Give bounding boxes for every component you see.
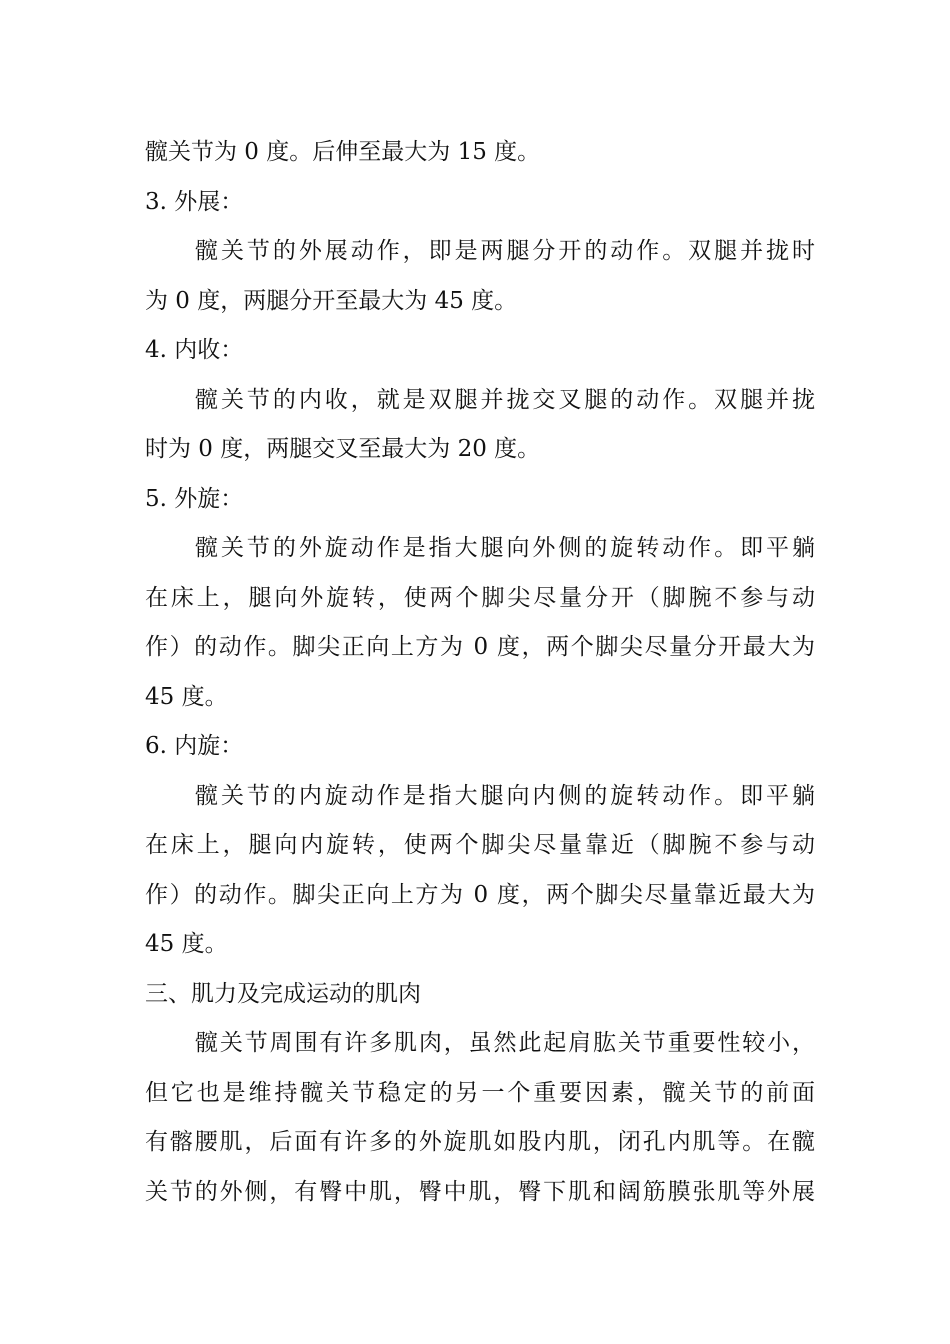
text-line: 关节的外侧，有臀中肌，臀中肌，臀下肌和阔筋膜张肌等外展	[145, 1178, 815, 1205]
text-line: 作）的动作。脚尖正向上方为 0 度，两个脚尖尽量靠近最大为	[145, 881, 815, 908]
text-line: 5. 外旋：	[145, 485, 244, 512]
text-line: 髋关节的内收，就是双腿并拢交叉腿的动作。双腿并拢	[195, 386, 815, 413]
text-line: 有髂腰肌，后面有许多的外旋肌如股内肌，闭孔内肌等。在髋	[145, 1129, 815, 1155]
text-line: 髋关节的内旋动作是指大腿向内侧的旋转动作。即平躺	[195, 782, 815, 809]
text-line: 髋关节为 0 度。后伸至最大为 15 度。	[145, 139, 541, 165]
text-line: 髋关节的外展动作，即是两腿分开的动作。双腿并拢时	[195, 238, 815, 264]
text-line: 在床上，腿向内旋转，使两个脚尖尽量靠近（脚腕不参与动	[145, 832, 815, 858]
text-line: 三、肌力及完成运动的肌肉	[145, 980, 421, 1007]
document-body	[145, 128, 815, 1217]
text-line: 髋关节的外旋动作是指大腿向外侧的旋转动作。即平躺	[195, 535, 815, 561]
text-line: 45 度。	[145, 683, 228, 710]
text-line: 4. 内收：	[145, 337, 244, 363]
text-line: 作）的动作。脚尖正向上方为 0 度，两个脚尖尽量分开最大为	[145, 634, 815, 660]
text-line: 为 0 度，两腿分开至最大为 45 度。	[145, 287, 518, 314]
text-line: 6. 内旋：	[145, 733, 244, 759]
text-line: 时为 0 度，两腿交叉至最大为 20 度。	[145, 436, 541, 462]
text-line: 髋关节周围有许多肌肉，虽然此起肩肱关节重要性较小，	[195, 1030, 815, 1056]
text-line: 3. 外展：	[145, 188, 244, 215]
text-line: 45 度。	[145, 931, 228, 957]
text-line: 但它也是维持髋关节稳定的另一个重要因素，髋关节的前面	[145, 1079, 815, 1106]
text-line: 在床上，腿向外旋转，使两个脚尖尽量分开（脚腕不参与动	[145, 584, 815, 611]
